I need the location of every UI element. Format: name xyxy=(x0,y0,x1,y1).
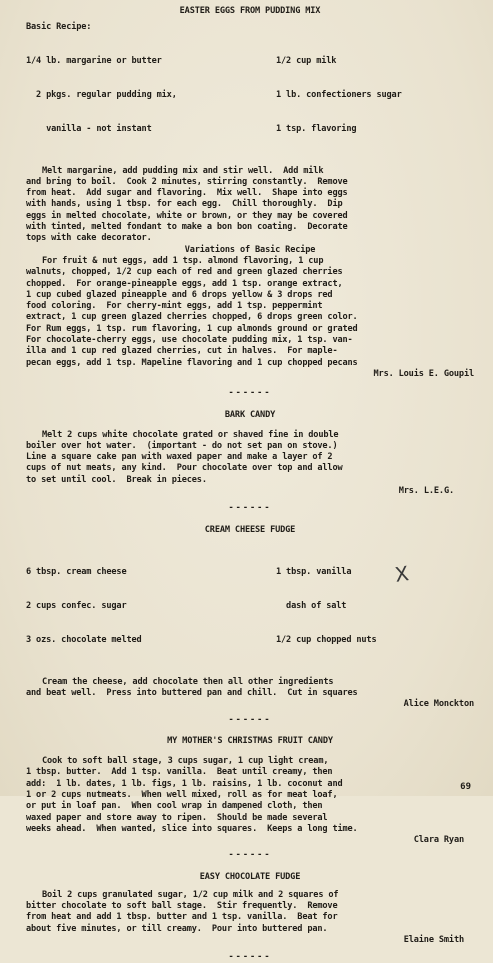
text-line: extract, 1 cup green glazed cherries chopped, 6 drops green color. xyxy=(26,312,358,323)
text-line: Line a square cake pan with waxed paper and make a layer of 2 xyxy=(26,452,333,463)
text-line: tops with cake decorator. xyxy=(26,233,152,244)
instructions-easy-chocolate-fudge xyxy=(26,890,474,935)
text-line: or put in loaf pan. When cool wrap in dampened cloth, then xyxy=(26,801,323,812)
text-line: add: 1 lb. dates, 1 lb. figs, 1 lb. raisins, 1 lb. coconut and xyxy=(26,778,343,789)
text-line: pecan eggs, add 1 tsp. Mapeline flavoring and 1 cup chopped pecans xyxy=(26,357,358,368)
ingredient-line: 2 pkgs. regular pudding mix, xyxy=(26,89,177,100)
page-number: 69 xyxy=(460,782,471,792)
text-line: waxed paper and store away to ripen. Should be made several xyxy=(26,812,328,823)
handwritten-x-mark: X xyxy=(393,561,411,587)
text-line: For chocolate-cherry eggs, use chocolate pudding mix, 1 tsp. van- xyxy=(26,335,353,346)
text-line: Cream the cheese, add chocolate then all other ingredients xyxy=(42,676,334,687)
recipe-title-easter-eggs: EASTER EGGS FROM PUDDING MIX xyxy=(179,6,321,16)
ingredient-line: 3 ozs. chocolate melted xyxy=(26,634,142,645)
text-line: with hands, using 1 tbsp. for each egg. Chill thoroughly. Dip xyxy=(26,199,343,210)
text-line: Cook to soft ball stage, 3 cups sugar, 1 cup light cream, xyxy=(42,756,329,767)
recipe-title-christmas-fruit-candy: MY MOTHER'S CHRISTMAS FRUIT CANDY xyxy=(167,736,333,747)
text-line: from heat and add 1 tbsp. butter and 1 tsp. vanilla. Beat for xyxy=(26,912,338,923)
text-line: 1 tbsp. butter. Add 1 tsp. vanilla. Beat until creamy, then xyxy=(26,767,333,778)
ingredient-line: 2 cups confec. sugar xyxy=(26,601,127,612)
text-line: 1 cup cubed glazed pineapple and 6 drops yellow & 3 drops red xyxy=(26,289,333,300)
section-separator: ------ xyxy=(228,388,272,399)
basic-recipe-label: Basic Recipe: xyxy=(26,22,92,32)
recipe-author: Mrs. Louis E. Goupil xyxy=(373,368,474,379)
text-line: Boil 2 cups granulated sugar, 1/2 cup milk and 2 squares of xyxy=(42,889,339,900)
recipe-title-easy-chocolate-fudge: EASY CHOCOLATE FUDGE xyxy=(199,871,301,882)
text-line: walnuts, chopped, 1/2 cup each of red and green glazed cherries xyxy=(26,267,343,278)
ingredient-line: 1/4 lb. margarine or butter xyxy=(26,55,162,66)
text-line: from heat. Add sugar and flavoring. Mix well. Shape into eggs xyxy=(26,188,348,199)
recipe-author: Clara Ryan xyxy=(413,835,464,846)
ingredient-line: 1/2 cup milk xyxy=(276,55,337,66)
section-separator: ------ xyxy=(228,850,272,861)
recipe-author: Alice Monckton xyxy=(403,699,474,710)
ingredient-line: 1/2 cup chopped nuts xyxy=(276,634,377,645)
section-separator: ------ xyxy=(228,952,272,963)
text-line: and bring to boil. Cook 2 minutes, stirring constantly. Remove xyxy=(26,176,348,187)
text-line: food coloring. For cherry-mint eggs, add 1 tsp. peppermint xyxy=(26,301,323,312)
text-line: bitter chocolate to soft ball stage. Stir frequently. Remove xyxy=(26,901,338,911)
ingredient-line: 1 tbsp. vanilla xyxy=(276,567,352,578)
ingredient-line: 6 tbsp. cream cheese xyxy=(26,567,127,578)
text-line: eggs in melted chocolate, white or brown, or they may be covered xyxy=(26,210,348,221)
recipe-author: Elaine Smith xyxy=(403,934,464,945)
variations-text xyxy=(26,256,474,369)
text-line: 1 or 2 cups nutmeats. When well mixed, roll as for meat loaf, xyxy=(26,789,338,800)
text-line: chopped. For orange-pineapple eggs, add 1 tsp. orange extract, xyxy=(26,278,343,289)
recipe-title-cream-cheese-fudge: CREAM CHEESE FUDGE xyxy=(204,524,296,535)
variations-heading: Variations of Basic Recipe xyxy=(184,244,316,255)
text-line: For fruit & nut eggs, add 1 tsp. almond flavoring, 1 cup xyxy=(42,255,324,266)
text-line: with tinted, melted fondant to make a bon bon coating. Decorate xyxy=(26,222,348,233)
ingredient-line: vanilla - not instant xyxy=(26,123,152,134)
instructions-cream-cheese-fudge xyxy=(26,677,474,700)
ingredient-line: dash of salt xyxy=(276,601,347,612)
text-line: and beat well. Press into buttered pan and chill. Cut in squares xyxy=(26,688,358,699)
ingredient-line: 1 lb. confectioners sugar xyxy=(276,89,402,100)
document-body xyxy=(26,6,474,963)
text-line: boiler over hot water. (important - do not set pan on stove.) xyxy=(26,440,338,451)
text-line: about five minutes, or till creamy. Pour into buttered pan. xyxy=(26,923,328,934)
text-line: For Rum eggs, 1 tsp. rum flavoring, 1 cup almonds ground or grated xyxy=(26,323,358,334)
instructions-bark-candy xyxy=(26,430,474,486)
section-separator: ------ xyxy=(228,503,272,514)
ingredients-easter-eggs xyxy=(26,33,474,157)
instructions-easter-eggs xyxy=(26,166,474,245)
text-line: weeks ahead. When wanted, slice into squares. Keeps a long time. xyxy=(26,823,358,834)
text-line: Melt 2 cups white chocolate grated or shaved fine in double xyxy=(42,429,339,440)
text-line: to set until cool. Break in pieces. xyxy=(26,474,207,485)
recipe-author: Mrs. L.E.G. xyxy=(398,485,454,496)
recipe-title-bark-candy: BARK CANDY xyxy=(224,409,276,420)
section-separator: ------ xyxy=(228,714,272,725)
text-line: cups of nut meats, any kind. Pour chocolate over top and allow xyxy=(26,463,343,474)
text-line: illa and 1 cup red glazed cherries, cut in halves. For maple- xyxy=(26,346,338,357)
ingredient-line: 1 tsp. flavoring xyxy=(276,123,357,134)
text-line: Melt margarine, add pudding mix and stir well. Add milk xyxy=(42,165,324,176)
